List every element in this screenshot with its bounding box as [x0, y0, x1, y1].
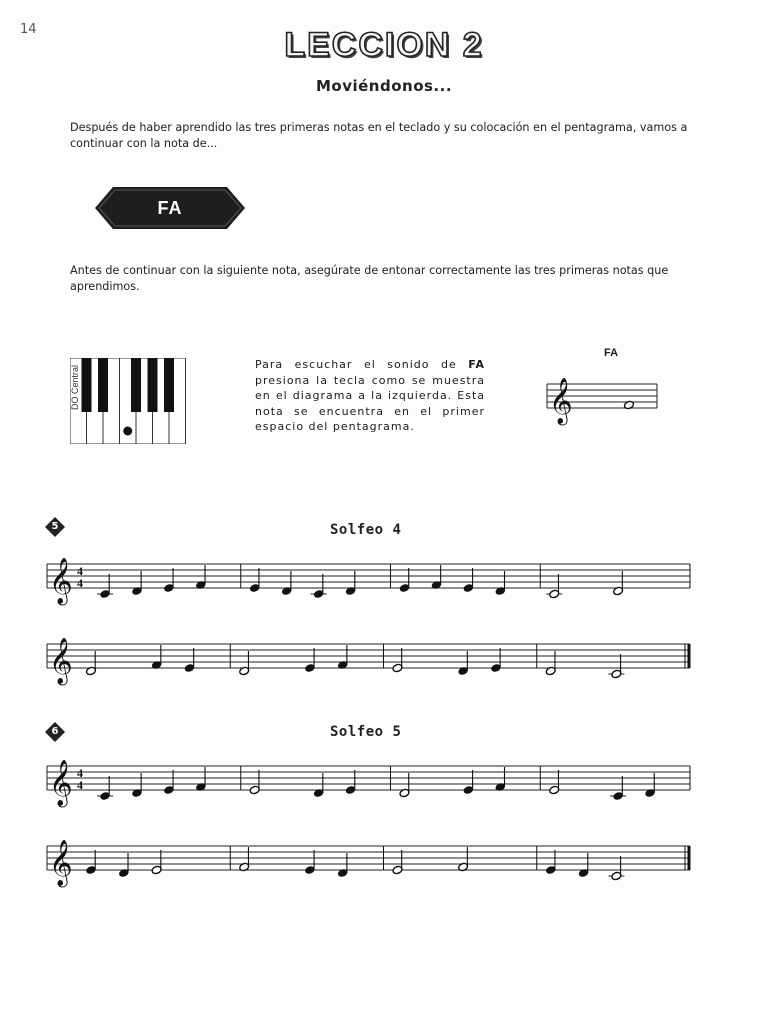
quarter-note	[131, 773, 142, 798]
quarter-note	[337, 645, 348, 670]
quarter-note	[345, 770, 356, 795]
half-note	[249, 770, 260, 795]
quarter-note	[151, 645, 162, 670]
quarter-note	[311, 574, 327, 599]
fa-explanation-note: FA	[468, 358, 485, 371]
exercise-5-staff-1	[45, 550, 695, 604]
quarter-note	[97, 776, 113, 801]
quarter-note	[463, 770, 474, 795]
intro-text: Después de haber aprendido las tres primeras notas en el teclado y su colocación en el pentagrama, vamos a continuar con la nota de...	[70, 121, 688, 150]
half-note	[613, 571, 624, 596]
quarter-note	[610, 776, 626, 801]
exercise-6-title: Solfeo 5	[330, 724, 402, 740]
exercise-6-staff-1	[45, 752, 695, 806]
exercise-6-staff-2	[45, 832, 695, 886]
black-key	[164, 358, 174, 412]
lesson-title: LECCION 2	[284, 26, 484, 64]
quarter-note	[463, 568, 474, 593]
quarter-note	[313, 773, 324, 798]
half-note	[546, 574, 562, 599]
quarter-note	[131, 571, 142, 596]
black-key	[98, 358, 108, 412]
fa-explanation-text-1: Para escuchar el sonido de	[255, 358, 469, 371]
quarter-note	[163, 770, 174, 795]
lesson-subtitle: Moviéndonos...	[315, 77, 453, 95]
quarter-note	[85, 850, 96, 875]
quarter-note	[495, 571, 506, 596]
time-signature-bottom: 4	[77, 576, 83, 590]
fa-staff-label: FA	[604, 347, 619, 359]
treble-clef-icon: 𝄞	[549, 378, 573, 424]
quarter-note	[431, 565, 442, 590]
half-note	[549, 770, 560, 795]
quarter-note	[345, 571, 356, 596]
exercise-5-number: 5	[51, 521, 59, 532]
half-note	[545, 651, 556, 676]
half-note	[85, 651, 96, 676]
quarter-note	[195, 767, 206, 792]
black-key	[148, 358, 158, 412]
black-key	[131, 358, 141, 412]
piano-keyboard-diagram	[70, 358, 186, 444]
page-number: 14	[20, 22, 37, 37]
fa-staff	[545, 370, 660, 424]
time-signature-top: 4	[77, 564, 83, 578]
quarter-note	[458, 651, 469, 676]
intro-paragraph	[70, 120, 690, 152]
half-note	[608, 654, 624, 679]
quarter-note	[249, 568, 260, 593]
quarter-note	[304, 850, 315, 875]
quarter-note	[645, 773, 656, 798]
half-note	[399, 773, 410, 798]
exercise-5-staff-2	[45, 630, 695, 684]
quarter-note	[578, 853, 589, 878]
quarter-note	[399, 568, 410, 593]
quarter-note	[495, 767, 506, 792]
half-note	[239, 847, 250, 872]
quarter-note	[337, 853, 348, 878]
quarter-note	[304, 648, 315, 673]
treble-clef-icon: 𝄞	[49, 760, 73, 806]
half-note	[392, 648, 403, 673]
reminder-paragraph	[70, 263, 670, 295]
exercise-6-number: 6	[51, 726, 59, 737]
half-note	[151, 850, 162, 875]
treble-clef-icon: 𝄞	[49, 638, 73, 684]
time-signature-top: 4	[77, 766, 83, 780]
half-note	[458, 847, 469, 872]
quarter-note	[281, 571, 292, 596]
note-banner-label: FA	[157, 198, 183, 218]
time-signature-bottom: 4	[77, 778, 83, 792]
half-note	[239, 651, 250, 676]
treble-clef-icon: 𝄞	[49, 840, 73, 886]
quarter-note	[163, 568, 174, 593]
quarter-note	[184, 648, 195, 673]
quarter-note	[195, 565, 206, 590]
half-note	[392, 850, 403, 875]
key-press-dot	[123, 427, 132, 436]
reminder-text: Antes de continuar con la siguiente nota, asegúrate de entonar correctamente las tres primeras notas que aprendimos.	[70, 264, 669, 293]
quarter-note	[97, 574, 113, 599]
quarter-note	[490, 648, 501, 673]
do-central-label: DO Central	[70, 364, 80, 410]
half-note	[608, 856, 624, 881]
treble-clef-icon: 𝄞	[49, 558, 73, 604]
quarter-note	[118, 853, 129, 878]
fa-explanation-text-2: presiona la tecla como se muestra en el diagrama a la izquierda. Esta nota se encuentra en el primer espacio del pentagrama.	[255, 373, 485, 433]
fa-explanation	[255, 357, 485, 435]
exercise-5-title: Solfeo 4	[330, 522, 402, 538]
quarter-note	[545, 850, 556, 875]
